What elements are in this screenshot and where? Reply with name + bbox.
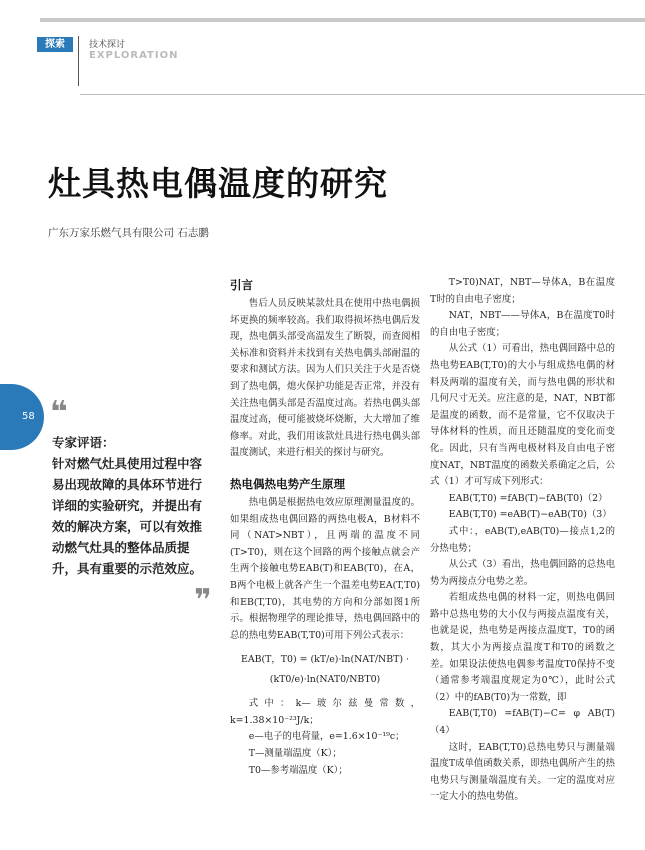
- author-line: 广东万家乐燃气具有限公司 石志鹏: [48, 227, 209, 239]
- paragraph: 这时，EAB(T,T0)总热电势只与测量端温度T成单值函数关系，即热电偶所产生的热电势只与测量端温度有关。一定的温度对应一定大小的热电势值。: [430, 741, 615, 803]
- header-divider: [78, 36, 79, 86]
- expert-review: [52, 432, 212, 579]
- open-quote-icon: ❝: [50, 395, 66, 430]
- paragraph: 售后人员反映某款灶具在使用中热电偶损坏更换的频率较高。我们取得损坏热电偶后发现，热电偶头部受高温发生了断裂，而查阅相关标准和资料并未找到有关热电偶头部耐温的要求和测试方法。因为人们只关注于火是否烧到了热电偶，熄火保护功能是否正常，并没有关注热电偶头部是否温度过高。若热电偶头部温度过高，便可能被烧坏烧断，大大增加了维修率。对此，我们用该款灶具进行热电偶头部温度测试，来进行相关的探讨与研究。: [230, 298, 420, 459]
- paragraph: 式中：，eAB(T),eAB(T0)—接点1,2的分热电势；: [430, 525, 615, 554]
- top-rule: [40, 18, 645, 22]
- paragraph: T—测量端温度（K）；: [248, 748, 342, 760]
- column-right: [430, 275, 615, 806]
- article-title: 灶具热电偶温度的研究: [48, 164, 388, 203]
- heading-principle: 热电偶热电势产生原理: [230, 476, 345, 491]
- paragraph: 从公式（3）看出，热电偶回路的总热电势为两接点分电势之差。: [430, 559, 615, 587]
- paragraph: 式中：k—玻尔兹曼常数，k=1.38×10⁻²³J/k；: [230, 698, 420, 726]
- formula-3: EAB(T,T0) =eAB(T)−eAB(T0)（3）: [448, 509, 612, 521]
- formula-1: EAB(T，T0) = (kT/e)·ln(NAT/NBT) · (kT0/e)·ln(NAT0/NBT0): [241, 654, 409, 686]
- paragraph: 若组成热电偶的材料一定，则热电偶回路中总热电势的大小仅与两接点温度有关，也就是说，热电势是两接点温度T，T0的函数，其大小为两接点温度T和T0的函数之差。如果设法使热电偶参考温度T0保持不变（通常参考端温度规定为0℃），此时公式（2）中的fAB(T0)为一常数，即: [430, 592, 615, 703]
- paragraph: e—电子的电荷量，e=1.6×10⁻¹⁹c；: [248, 731, 405, 743]
- close-quote-icon: ❞: [194, 583, 210, 618]
- section-tag: 探索: [37, 37, 73, 52]
- paragraph: 热电偶是根据热电效应原理测量温度的。如果组成热电偶回路的两热电极A，B材料不同（NAT>NBT），且两端的温度不同(T>T0)，则在这个回路的两个接触点就会产生两个接触电势EAB(T)和EAB(T0)，在A，B两个电极上就各产生一个温差电势EA(T,T0)和EB(T,T0)，其电势的方向和分部如图1所示。根据物理学的理论推导，热电偶回路中的总的热电势EAB(T,T0)可用下列公式表示：: [230, 496, 420, 641]
- paragraph: NAT，NBT——导体A，B在温度T0时的自由电子密度；: [430, 310, 615, 338]
- paragraph: T>T0)NAT，NBT—导体A，B在温度T时的自由电子密度；: [430, 277, 615, 305]
- section-title-cn: 技术探讨: [89, 40, 126, 50]
- review-heading: 专家评语：: [52, 435, 115, 450]
- header-rule: [80, 94, 645, 95]
- formula-2: EAB(T,T0) =fAB(T)−fAB(T0)（2）: [448, 492, 608, 504]
- formula-4: EAB(T,T0) =fAB(T)−C= φ AB(T)（4）: [430, 708, 615, 737]
- section-title-en: EXPLORATION: [89, 50, 179, 61]
- paragraph: T0—参考端温度（K）；: [248, 764, 348, 776]
- page-number: 58: [0, 384, 44, 450]
- heading-intro: 引言: [230, 278, 253, 292]
- column-left: [230, 274, 420, 779]
- review-body: 针对燃气灶具使用过程中容易出现故障的具体环节进行详细的实验研究，并提出有效的解决方案，可以有效推动燃气灶具的整体品质提升，具有重要的示范效应。: [52, 456, 203, 576]
- paragraph: 从公式（1）可看出，热电偶回路中总的热电势EAB(T,T0)的大小与组成热电偶的材料及两端的温度有关，而与热电偶的形状和几何尺寸无关。应注意的是，NAT，NBT都是温度的函数，而不是常量，它不仅取决于导体材料的性质，而且还随温度的变化而变化。因此，只有当两电极材料及自由电子密度NAT，NBT温度的函数关系确定之后，公式（1）才可写成下列形式：: [430, 343, 615, 488]
